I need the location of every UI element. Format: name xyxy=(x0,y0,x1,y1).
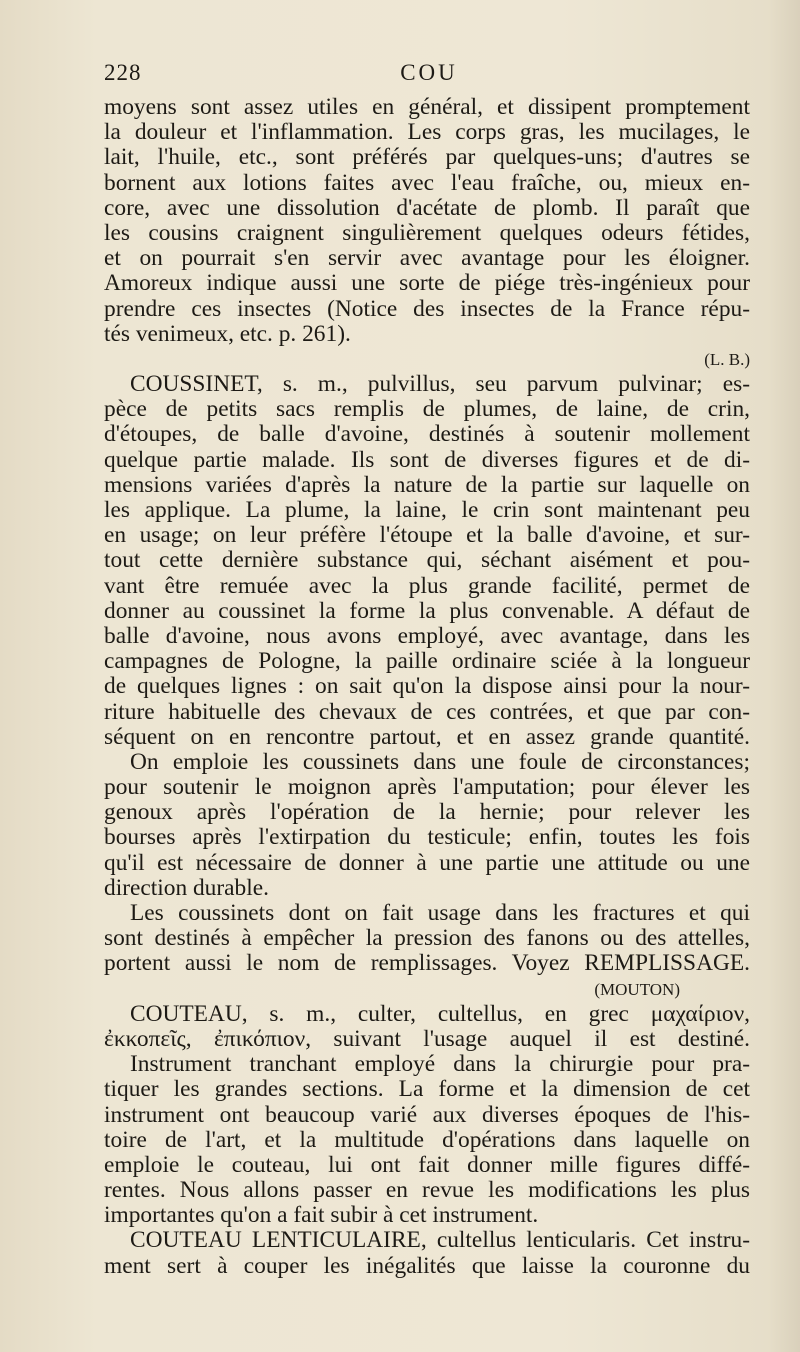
text-line: instrument ont beaucoup varié aux diverses époques de l'his- xyxy=(104,1101,750,1128)
text-line: riture habituelle des chevaux de ces contrées, et que par con- xyxy=(104,698,750,725)
text-line: Les coussinets dont on fait usage dans les fractures et qui xyxy=(130,900,750,926)
page-header xyxy=(104,60,754,90)
text-line: tout cette dernière substance qui, séchant aisément et pou- xyxy=(104,547,750,574)
text-line: prendre ces insectes (Notice des insectes de la France répu- xyxy=(104,295,750,322)
text-line: vant être remuée avec la plus grande facilité, permet de xyxy=(104,572,750,599)
text-line: bornent aux lotions faites avec l'eau fraîche, ou, mieux en- xyxy=(104,169,750,196)
text-line: la douleur et l'inflammation. Les corps gras, les mucilages, le xyxy=(104,119,750,146)
text-line: emploie le couteau, lui ont fait donner mille figures diffé- xyxy=(104,1151,750,1178)
text-line: sont destinés à empêcher la pression des fanons ou des attelles, xyxy=(104,925,750,952)
entry-heading-coussinet: COUSSINET, s. m., pulvillus, seu parvum pulvinar; es- xyxy=(130,371,750,398)
text-line: pèce de petits sacs remplis de plumes, de laine, de crin, xyxy=(104,396,750,423)
text-line: Instrument tranchant employé dans la chirurgie pour pra- xyxy=(130,1051,750,1078)
text-line: d'étoupes, de balle d'avoine, destinés à soutenir mollement xyxy=(104,421,750,448)
text-line: donner au coussinet la forme la plus convenable. A défaut de xyxy=(104,597,750,624)
text-line: tés venimeux, etc. p. 261). xyxy=(104,320,351,347)
text-line: en usage; on leur préfère l'étoupe et la balle d'avoine, et sur- xyxy=(104,522,750,549)
entry-heading-couteau: COUTEAU, s. m., culter, cultellus, en grec μαχαίριον, xyxy=(130,1000,750,1027)
text-line: ment sert à couper les inégalités que laisse la couronne du xyxy=(104,1252,750,1279)
author-signature: (L. B.) xyxy=(704,349,750,369)
text-line: pour soutenir le moignon après l'amputation; pour élever les xyxy=(104,774,750,801)
text-line: et on pourrait s'en servir avec avantage pour les éloigner. xyxy=(104,245,750,272)
text-line: moyens sont assez utiles en général, et dissipent promptement xyxy=(104,94,750,120)
text-line: Amoreux indique aussi une sorte de piége très-ingénieux pour xyxy=(104,270,750,297)
author-signature: (MOUTON) xyxy=(594,979,680,999)
text-line: tiquer les grandes sections. La forme et la dimension de cet xyxy=(104,1076,750,1103)
body-text xyxy=(104,95,750,1279)
running-head: COU xyxy=(400,60,458,85)
text-line: ἐκκοπεῖς, ἐπικόπιον, suivant l'usage auquel il est destiné. xyxy=(104,1025,750,1052)
text-line: rentes. Nous allons passer en revue les modifications les plus xyxy=(104,1177,750,1204)
text-line: On emploie les coussinets dans une foule de circonstances; xyxy=(130,748,750,775)
text-line: toire de l'art, et la multitude d'opérations dans laquelle on xyxy=(104,1126,750,1153)
text-line: séquent on en rencontre partout, et en assez grande quantité. xyxy=(104,723,750,750)
text-line: portent aussi le nom de remplissages. Voyez REMPLISSAGE. xyxy=(104,950,750,977)
text-line: de quelques lignes : on sait qu'on la dispose ainsi pour la nour- xyxy=(104,673,750,700)
page-number: 228 xyxy=(104,60,142,85)
text-line: direction durable. xyxy=(104,874,269,901)
text-line: mensions variées d'après la nature de la partie sur laquelle on xyxy=(104,471,750,498)
text-line: bourses après l'extirpation du testicule; enfin, toutes les fois xyxy=(104,824,750,851)
text-line: les cousins craignent singulièrement quelques odeurs fétides, xyxy=(104,219,750,246)
text-line: les applique. La plume, la laine, le crin sont maintenant peu xyxy=(104,497,750,523)
text-line: importantes qu'on a fait subir à cet instrument. xyxy=(104,1202,539,1229)
text-line: campagnes de Pologne, la paille ordinaire sciée à la longueur xyxy=(104,648,750,675)
subentry-heading-couteau-lenticulaire: COUTEAU LENTICULAIRE, cultellus lenticularis. Cet instru- xyxy=(130,1227,750,1254)
text-line: balle d'avoine, nous avons employé, avec avantage, dans les xyxy=(104,622,750,649)
text-line: genoux après l'opération de la hernie; pour relever les xyxy=(104,799,750,826)
text-line: quelque partie malade. Ils sont de diverses figures et de di- xyxy=(104,446,750,473)
text-line: lait, l'huile, etc., sont préférés par quelques-uns; d'autres se xyxy=(104,144,750,171)
text-line: qu'il est nécessaire de donner à une partie une attitude ou une xyxy=(104,849,750,876)
text-line: core, avec une dissolution d'acétate de plomb. Il paraît que xyxy=(104,194,750,221)
